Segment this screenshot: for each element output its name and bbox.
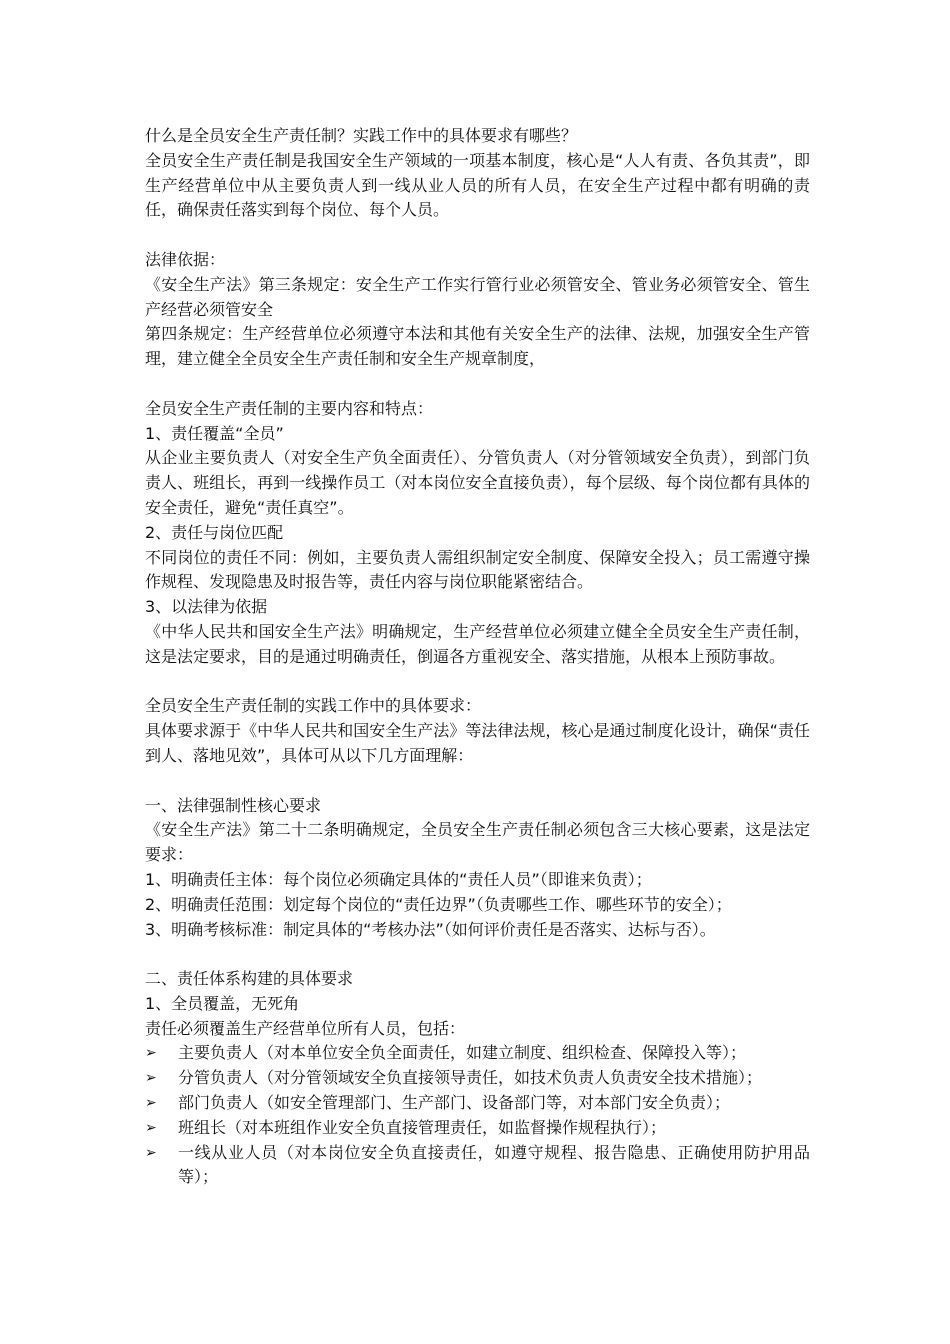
list-item [145, 1066, 810, 1091]
arrow-bullet-icon: ➢ [145, 1095, 157, 1112]
arrow-bullet-icon: ➢ [145, 1119, 157, 1136]
arrow-bullet-icon: ➢ [145, 1045, 157, 1062]
list-item-text: 分管负责人（对分管领域安全负直接领导责任，如技术负责人负责安全技术措施）； [178, 1068, 763, 1088]
section-2-sub-1-title: 1、全员覆盖，无死角 [145, 993, 300, 1013]
feature-3-title: 3、以法律为依据 [145, 597, 268, 617]
section-2-sub-1-intro: 责任必须覆盖生产经营单位所有人员，包括： [145, 1018, 466, 1038]
list-item-text: 部门负责人（如安全管理部门、生产部门、设备部门等，对本部门安全负责）； [178, 1093, 731, 1113]
arrow-bullet-icon: ➢ [145, 1144, 157, 1161]
section-1-item-1: 1、明确责任主体：每个岗位必须确定具体的“责任人员”（即谁来负责）； [145, 869, 652, 889]
paragraph-gap [145, 223, 810, 248]
legal-article-4: 第四条规定：生产经营单位必须遵守本法和其他有关安全生产的法律、法规，加强安全生产管理，建立健全全员安全生产责任制和安全生产规章制度， [145, 324, 810, 369]
intro-paragraph: 全员安全生产责任制是我国安全生产领域的一项基本制度，核心是“人人有责、各负其责”，即生产经营单位中从主要负责人到一线从业人员的所有人员，在安全生产过程中都有明确的责任，确保责任落实到每个岗位、每个人员。 [145, 150, 810, 220]
list-item-text: 主要负责人（对本单位安全负全面责任，如建立制度、组织检查、保障投入等）； [178, 1043, 747, 1063]
section-1-intro: 《安全生产法》第二十二条明确规定，全员安全生产责任制必须包含三大核心要素，这是法定要求： [145, 820, 810, 865]
list-item [145, 1116, 810, 1141]
feature-3-body: 《中华人民共和国安全生产法》明确规定，生产经营单位必须建立健全全员安全生产责任制，这是法定要求，目的是通过明确责任，倒逼各方重视安全、落实措施，从根本上预防事故。 [145, 621, 810, 666]
section-1-item-3: 3、明确考核标准：制定具体的“考核办法”（如何评价责任是否落实、达标与否）。 [145, 919, 716, 939]
section-1-item-2: 2、明确责任范围：划定每个岗位的“责任边界”（负责哪些工作、哪些环节的安全）； [145, 894, 732, 914]
paragraph-gap [145, 769, 810, 794]
document-page [145, 124, 810, 1190]
arrow-bullet-icon: ➢ [145, 1070, 157, 1087]
feature-1-body: 从企业主要负责人（对安全生产负全面责任）、分管负责人（对分管领域安全负责），到部门负责人、班组长，再到一线操作员工（对本岗位安全直接负责），每个层级、每个岗位都有具体的安全责任，避免“责任真空”。 [145, 448, 810, 517]
paragraph-gap [145, 372, 810, 397]
section-2-heading: 二、责任体系构建的具体要求 [145, 969, 354, 989]
list-item [145, 1041, 810, 1066]
list-item [145, 1091, 810, 1116]
practice-intro: 具体要求源于《中华人民共和国安全生产法》等法律法规，核心是通过制度化设计，确保“责任到人、落地见效”，具体可从以下几方面理解： [145, 721, 810, 765]
document-title: 什么是全员安全生产责任制？实践工作中的具体要求有哪些？ [145, 126, 578, 145]
paragraph-gap [145, 942, 810, 967]
list-item [145, 1141, 810, 1191]
list-item-text: 一线从业人员（对本岗位安全负直接责任，如遵守规程、报告隐患、正确使用防护用品等）； [178, 1142, 810, 1187]
practice-heading: 全员安全生产责任制的实践工作中的具体要求： [145, 696, 482, 716]
section-1-heading: 一、法律强制性核心要求 [145, 795, 322, 815]
feature-2-title: 2、责任与岗位匹配 [145, 522, 284, 542]
responsibility-list [145, 1041, 810, 1190]
legal-basis-heading: 法律依据： [145, 249, 226, 269]
feature-1-title: 1、责任覆盖“全员” [145, 423, 284, 443]
features-heading: 全员安全生产责任制的主要内容和特点： [145, 398, 434, 418]
legal-article-3: 《安全生产法》第三条规定：安全生产工作实行管行业必须管安全、管业务必须管安全、管生产经营必须管安全 [145, 274, 810, 319]
paragraph-gap [145, 670, 810, 695]
feature-2-body: 不同岗位的责任不同：例如，主要负责人需组织制定安全制度、保障安全投入；员工需遵守操作规程、发现隐患及时报告等，责任内容与岗位职能紧密结合。 [145, 547, 810, 592]
list-item-text: 班组长（对本班组作业安全负直接管理责任，如监督操作规程执行）； [178, 1117, 667, 1137]
